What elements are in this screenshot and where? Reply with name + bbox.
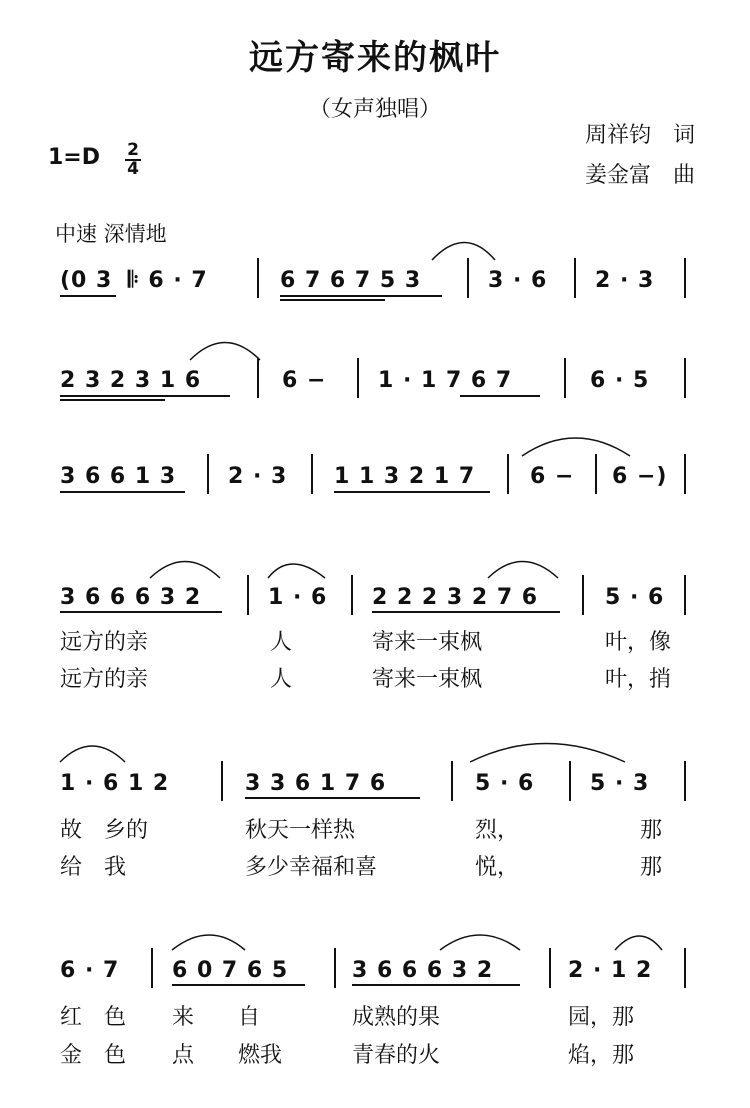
measure: 1 · 6 1 2 <box>60 771 170 796</box>
lyric: 金 色 <box>60 1043 127 1068</box>
lyric: 那 <box>640 855 663 880</box>
measure: 5 · 6 <box>605 585 665 610</box>
measure: 1 1 3 2 1 7 <box>334 464 476 489</box>
slur <box>440 935 520 950</box>
lyric: 那 <box>640 818 663 843</box>
lyric: 叶，捎 <box>605 667 672 692</box>
lyric: 寄来一束枫 <box>372 667 483 692</box>
time-denominator: 4 <box>127 159 139 179</box>
slur <box>470 744 625 763</box>
lyric: 叶，像 <box>605 630 672 655</box>
lyric: 多少幸福和喜 <box>245 855 378 880</box>
measure: 1 · 6 <box>268 585 328 610</box>
measure: 6 −) <box>612 464 668 489</box>
tempo-marking: 中速 深情地 <box>55 222 167 246</box>
lyric: 寄来一束枫 <box>372 630 483 655</box>
composer-credit: 姜金富 曲 <box>585 163 696 188</box>
slur <box>60 746 125 762</box>
measure: 2 · 1 2 <box>568 958 653 983</box>
lyric: 远方的亲 <box>60 630 149 655</box>
lyric: 悦， <box>475 855 520 880</box>
lyric: 给 我 <box>60 855 127 880</box>
lyric: 人 <box>270 667 293 692</box>
measure: 3 6 6 1 3 <box>60 464 177 489</box>
slur <box>488 562 558 579</box>
measure: 5 · 6 <box>475 771 535 796</box>
measure: 2 3 2 3 1 6 <box>60 368 202 393</box>
slur <box>432 243 495 261</box>
lyric: 红 色 <box>60 1005 127 1030</box>
measure: 6 · 7 <box>60 958 120 983</box>
slur <box>522 438 630 456</box>
measure: 6 − <box>282 368 327 393</box>
measure: 6 · 5 <box>590 368 650 393</box>
lyric: 点 燃我 <box>172 1043 283 1068</box>
measure: 3 6 6 6 3 2 <box>352 958 494 983</box>
measure: 6 − <box>530 464 575 489</box>
page-title: 远方寄来的枫叶 <box>249 38 501 78</box>
lyric: 焰，那 <box>568 1043 635 1068</box>
lyricist-credit: 周祥钧 词 <box>585 123 696 148</box>
subtitle: （女声独唱） <box>308 97 441 122</box>
key-signature: 1=D <box>48 145 101 170</box>
measure: 𝄆 6 · 7 <box>128 268 208 293</box>
measure: 2 · 3 <box>595 268 655 293</box>
time-numerator: 2 <box>127 140 139 160</box>
measure: 3 3 6 1 7 6 <box>245 771 387 796</box>
measure: 5 · 3 <box>590 771 650 796</box>
measure: 3 6 6 6 3 2 <box>60 585 202 610</box>
measure: 6 7 6 7 5 3 <box>280 268 422 293</box>
lyric: 青春的火 <box>352 1043 441 1068</box>
measure: 6 0 7 6 5 <box>172 958 289 983</box>
measure: 1 · 1 7 6 7 <box>378 368 513 393</box>
slur <box>615 936 662 950</box>
lyric: 秋天一样热 <box>245 818 356 843</box>
lyric: 远方的亲 <box>60 667 149 692</box>
slur <box>268 564 325 578</box>
slur <box>172 935 245 950</box>
slur <box>150 562 220 579</box>
lyric: 园，那 <box>568 1005 635 1030</box>
slur <box>190 343 260 361</box>
lyric: 来 自 <box>172 1005 261 1030</box>
measure: 2 · 3 <box>228 464 288 489</box>
lyric: 人 <box>270 630 293 655</box>
measure: 3 · 6 <box>488 268 548 293</box>
lyric: 故 乡的 <box>60 818 149 843</box>
lyric: 烈， <box>475 818 520 843</box>
measure: (0 3 <box>60 268 113 293</box>
lyric: 成熟的果 <box>352 1005 441 1030</box>
measure: 2 2 2 3 2 7 6 <box>372 585 539 610</box>
